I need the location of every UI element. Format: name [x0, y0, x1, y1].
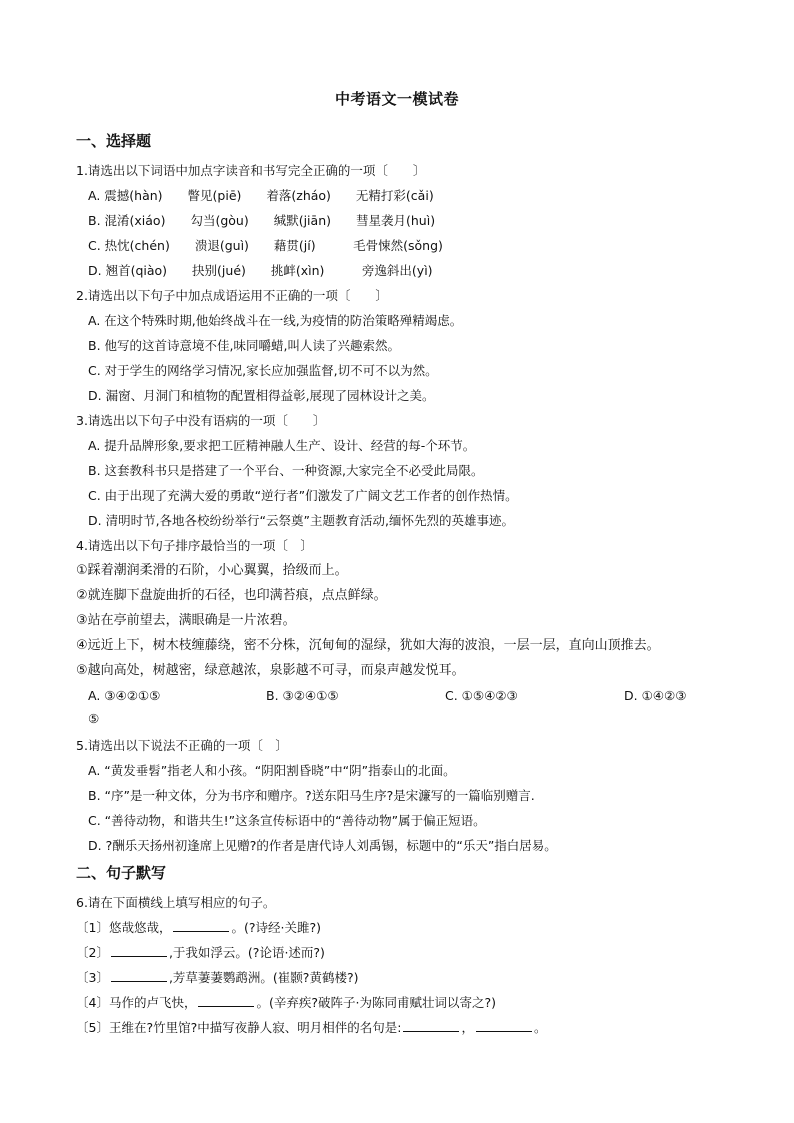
question-option: B. ③②④①⑤	[266, 688, 339, 703]
question-option: C. 对于学生的网络学习情况,家长应加强监督,切不可不以为然。	[88, 363, 438, 378]
sentence-item: ④远近上下，树木枝缠藤绕，密不分株，沉甸甸的湿绿，犹如大海的波浪，一层一层，直向山顶推去。	[76, 638, 660, 653]
question-option: A. 提升品牌形象,要求把工匠精神融人生产、设计、经营的每-个环节。	[88, 438, 476, 453]
question-option: B. 他写的这首诗意境不佳,味同嚼蜡,叫人读了兴趣索然。	[88, 338, 400, 353]
answer-blank[interactable]	[198, 995, 254, 1007]
answer-blank[interactable]	[111, 945, 167, 957]
answer-blank[interactable]	[111, 970, 167, 982]
question-stem: 2.请选出以下句子中加点成语运用不正确的一项〔 〕	[76, 288, 388, 303]
question-option: D. 清明时节,各地各校纷纷举行“云祭奠”主题教育活动,缅怀先烈的英雄事迹。	[88, 513, 514, 528]
question-stem: 1.请选出以下词语中加点字读音和书写完全正确的一项〔 〕	[76, 163, 426, 178]
sentence-item: ⑤越向高处，树越密，绿意越浓，泉影越不可寻，而泉声越发悦耳。	[76, 663, 465, 678]
question-stem: 3.请选出以下句子中没有语病的一项〔 〕	[76, 413, 326, 428]
question-option-wrap: ⑤	[88, 711, 100, 726]
question-stem: 6.请在下面横线上填写相应的句子。	[76, 895, 276, 910]
sentence-item: ①踩着潮润柔滑的石阶，小心翼翼，拾级而上。	[76, 563, 348, 578]
section-heading-dictation: 二、句子默写	[76, 864, 167, 882]
question-option: C. “善待动物，和谐共生!”这条宣传标语中的“善待动物”属于偏正短语。	[88, 813, 486, 828]
fill-blank-item: 〔5〕王维在?竹里馆?中描写夜静人寂、明月相伴的名句是: ， 。	[76, 1020, 547, 1035]
sentence-item: ②就连脚下盘旋曲折的石径，也印满苔痕，点点鲜绿。	[76, 588, 387, 603]
answer-blank[interactable]	[403, 1020, 459, 1032]
question-option: D. ①④②③	[624, 688, 687, 703]
question-option: A. 震撼(hàn) 瞥见(piē) 着落(zháo) 无精打彩(cǎi)	[88, 188, 434, 203]
question-option: A. 在这个特殊时期,他始终战斗在一线,为疫情的防治策略殚精竭虑。	[88, 313, 463, 328]
question-stem: 4.请选出以下句子排序最恰当的一项〔 〕	[76, 538, 313, 553]
fill-blank-item: 〔4〕马作的卢飞快， 。(辛弃疾?破阵子·为陈同甫赋壮词以寄之?)	[76, 995, 496, 1010]
question-option: C. 热忱(chén) 溃退(guì) 藉贯(jí) 毛骨悚然(sǒng)	[88, 238, 443, 253]
section-heading-choice: 一、选择题	[76, 132, 152, 150]
question-option: B. “序”是一种文体，分为书序和赠序。?送东阳马生序?是宋濂写的一篇临别赠言.	[88, 788, 535, 803]
question-option: D. ?酬乐天扬州初逢席上见赠?的作者是唐代诗人刘禹锡，标题中的“乐天”指白居易。	[88, 838, 557, 853]
sentence-item: ③站在亭前望去，满眼确是一片浓碧。	[76, 613, 296, 628]
question-stem: 5.请选出以下说法不正确的一项〔 〕	[76, 738, 288, 753]
question-option: B. 混淆(xiáo) 勾当(gòu) 缄默(jiān) 彗星袭月(huì)	[88, 213, 436, 228]
page-title: 中考语文一模试卷	[334, 90, 459, 108]
question-option: D. 翘首(qiào) 抉别(jué) 挑衅(xìn) 旁逸斜出(yì)	[88, 263, 433, 278]
question-option: A. “黄发垂髫”指老人和小孩。“阴阳割昏晓”中“阴”指泰山的北面。	[88, 763, 456, 778]
question-option: C. 由于出现了充满大爱的勇敢“逆行者”们激发了广阔文艺工作者的创作热情。	[88, 488, 518, 503]
fill-blank-item: 〔1〕悠哉悠哉， 。(?诗经·关雎?)	[76, 920, 321, 935]
answer-blank[interactable]	[476, 1020, 532, 1032]
answer-blank[interactable]	[173, 920, 229, 932]
question-option: A. ③④②①⑤	[88, 688, 161, 703]
question-option: D. 漏窗、月洞门和植物的配置相得益彰,展现了园林设计之美。	[88, 388, 435, 403]
fill-blank-item: 〔3〕 ,芳草萋萋鹦鹉洲。(崔颢?黄鹤楼?)	[76, 970, 359, 985]
question-option: C. ①⑤④②③	[445, 688, 518, 703]
question-option: B. 这套教科书只是搭建了一个平台、一种资源,大家完全不必受此局限。	[88, 463, 484, 478]
fill-blank-item: 〔2〕 ,于我如浮云。(?论语·述而?)	[76, 945, 325, 960]
